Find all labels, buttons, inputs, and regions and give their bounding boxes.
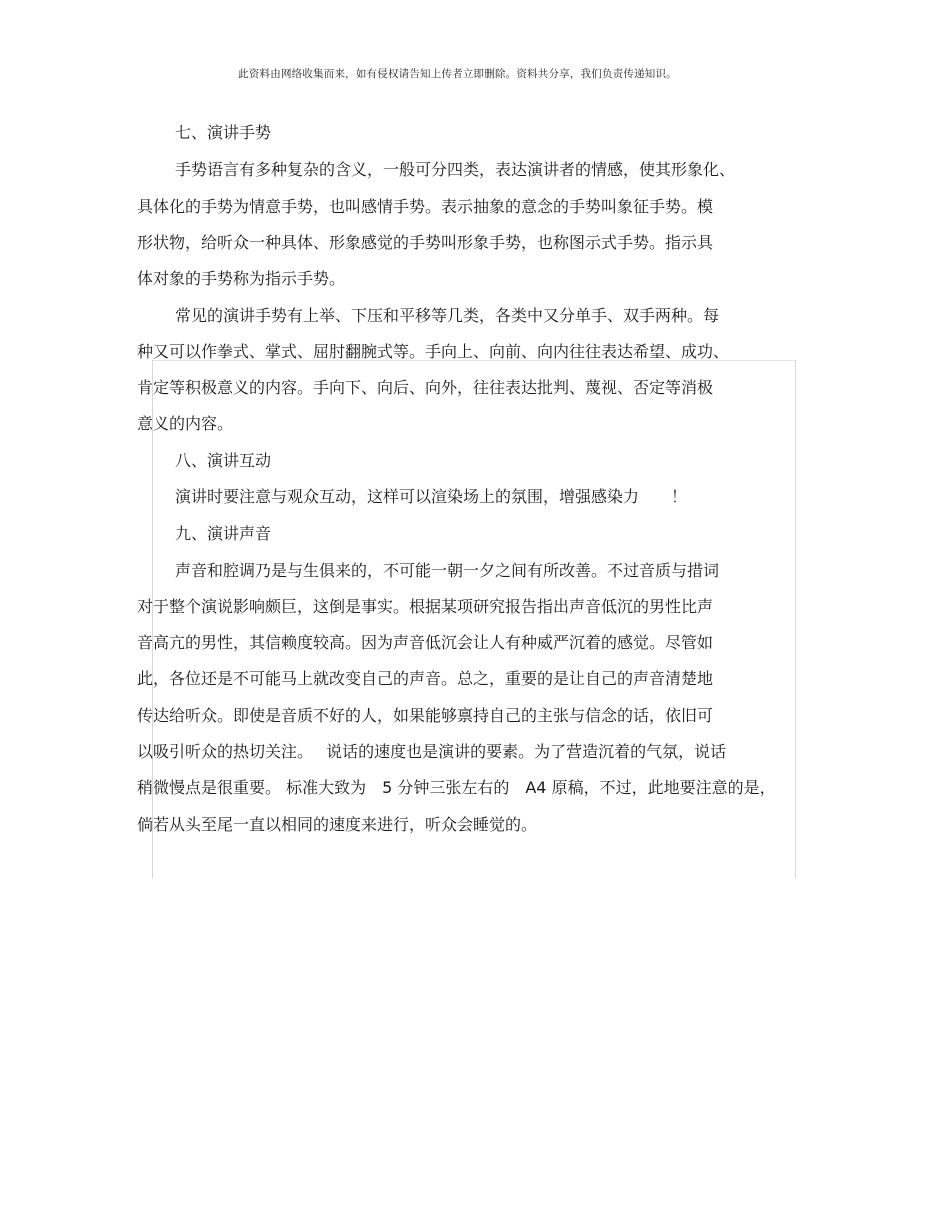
- frame-right-border: [795, 360, 796, 878]
- paragraph-line: 手势语言有多种复杂的含义，一般可分四类，表达演讲者的情感，使其形象化、: [175, 160, 736, 179]
- paragraph-line: 此，各位还是不可能马上就改变自己的声音。总之，重要的是让自己的声音清楚地: [137, 669, 714, 688]
- paragraph-line: 肯定等积极意义的内容。手向下、向后、向外，往往表达批判、蔑视、否定等消极: [137, 378, 714, 397]
- paragraph-line: 具体化的手势为情意手势，也叫感情手势。表示抽象的意念的手势叫象征手势。模: [137, 197, 714, 216]
- section-9-heading: 九、演讲声音: [175, 524, 272, 543]
- frame-left-border: [152, 360, 153, 878]
- paragraph-line: 常见的演讲手势有上举、下压和平移等几类，各类中又分单手、双手两种。每: [175, 306, 720, 325]
- paragraph-line: 体对象的手势称为指示手势。: [137, 269, 346, 288]
- paragraph-line: 声音和腔调乃是与生俱来的，不可能一朝一夕之间有所改善。不过音质与措词: [175, 561, 720, 580]
- paragraph-line: 音高亢的男性，其信赖度较高。因为声音低沉会让人有种威严沉着的感觉。尽管如: [137, 633, 714, 652]
- paragraph-line: 意义的内容。: [137, 414, 234, 433]
- paragraph-line: 稍微慢点是很重要。 标准大致为 5 分钟三张左右的 A4 原稿，不过，此地要注意的是，: [137, 778, 776, 797]
- paragraph-line: 传达给听众。即使是音质不好的人，如果能够禀持自己的主张与信念的话，依旧可: [137, 706, 714, 725]
- paragraph-line: 种又可以作拳式、掌式、屈肘翻腕式等。手向上、向前、向内往往表达希望、成功、: [137, 342, 730, 361]
- page-header-note: 此资料由网络收集而来，如有侵权请告知上传者立即删除。资料共分享，我们负责传递知识。: [238, 68, 677, 80]
- section-8-heading: 八、演讲互动: [175, 451, 272, 470]
- paragraph-line: 形状物，给听众一种具体、形象感觉的手势叫形象手势，也称图示式手势。指示具: [137, 233, 714, 252]
- paragraph-line: 倘若从头至尾一直以相同的速度来进行，听众会睡觉的。: [137, 815, 538, 834]
- section-7-heading: 七、演讲手势: [175, 123, 272, 142]
- paragraph-line: 演讲时要注意与观众互动，这样可以渲染场上的氛围，增强感染力 ！: [175, 487, 688, 506]
- paragraph-line: 对于整个演说影响颇巨，这倒是事实。根据某项研究报告指出声音低沉的男性比声: [137, 597, 714, 616]
- paragraph-line: 以吸引听众的热切关注。 说话的速度也是演讲的要素。为了营造沉着的气氛，说话: [137, 742, 727, 761]
